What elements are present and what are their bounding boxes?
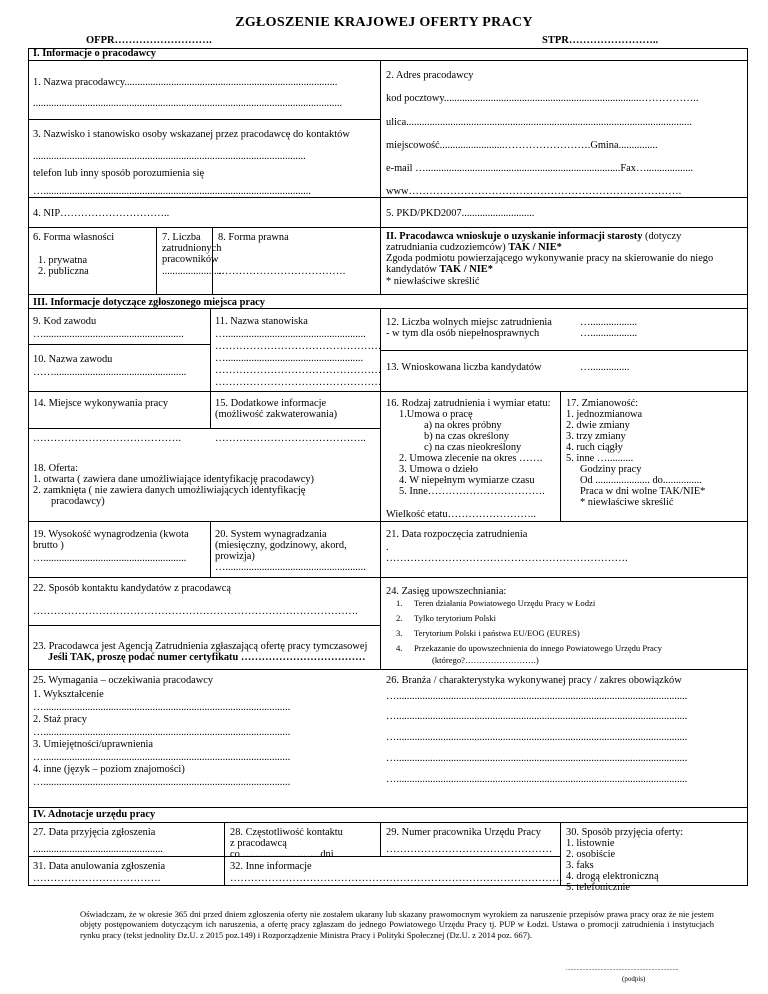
industry-line-2[interactable]: …................................................................................................................ — [386, 711, 688, 722]
work-place-field[interactable]: ……………………………………. — [33, 433, 182, 444]
www-field[interactable]: www……………………………………………………………………. — [386, 186, 682, 197]
employer-name-field[interactable]: 1. Nazwa pracodawcy.................................................................................. — [33, 77, 338, 88]
position-name-line-4[interactable]: ………………………………………… — [215, 365, 382, 376]
shift-option-4[interactable]: 4. ruch ciągły — [566, 442, 623, 453]
stpr-field[interactable]: STPR…………………….. — [542, 35, 659, 46]
employer-name-line[interactable]: ....................................................................................................................... — [33, 98, 343, 109]
position-name-line-5[interactable]: ………………………………………… — [215, 377, 382, 388]
extra-info-note: (możliwość zakwaterowania) — [215, 409, 338, 420]
postal-code-field[interactable]: kod pocztowy............................................................................…………….. — [386, 93, 699, 104]
shift-option-1[interactable]: 1. jednozmianowa — [566, 409, 643, 420]
legal-form-label: 8. Forma prawna — [218, 232, 289, 243]
other-requirements-label: 4. inne (język – poziom znajomości) — [33, 764, 185, 775]
street-field[interactable]: ulica.............................................................................................................. — [386, 117, 692, 128]
contact-frequency-label: 28. Częstotliwość kontaktu — [230, 827, 343, 838]
starosta-yes-no[interactable]: TAK / NIE* — [508, 242, 562, 253]
cancellation-date-label: 31. Data anulowania zgłoszenia — [33, 861, 166, 872]
employment-indefinite[interactable]: c) na czas nieokreślony — [424, 442, 522, 453]
pay-system-field[interactable]: …...................................................... — [215, 562, 366, 573]
section-1-title: I. Informacje o pracodawcy — [33, 48, 156, 59]
reach-option-4[interactable]: Przekazanie do upowszechnienia do innego Powiatowego Urzędu Pracy — [414, 643, 662, 653]
employment-mandate[interactable]: 2. Umowa zlecenie na okres ……. — [399, 453, 543, 464]
requirements-label: 25. Wymagania – oczekiwania pracodawcy — [33, 675, 214, 686]
fte-field[interactable]: Wielkość etatu…………………….. — [386, 509, 536, 520]
contact-frequency-note: z pracodawcą — [230, 838, 287, 849]
employees-field[interactable]: ........................ — [162, 266, 225, 277]
reach-option-3[interactable]: Terytorium Polski i państwa EU/EOG (EURES) — [414, 628, 580, 638]
reach-option-4-which[interactable]: (którego?…………………….) — [432, 655, 539, 665]
education-label: 1. Wykształcenie — [33, 689, 104, 700]
employment-trial[interactable]: a) na okres próbny — [424, 420, 502, 431]
section-4-title: IV. Adnotacje urzędu pracy — [33, 809, 156, 820]
employment-type-label: 16. Rodzaj zatrudnienia i wymiar etatu: — [386, 398, 551, 409]
industry-line-4[interactable]: …................................................................................................................ — [386, 753, 688, 764]
clerk-number-label: 29. Numer pracownika Urzędu Pracy — [386, 827, 541, 838]
ownership-option-private[interactable]: 1. prywatna — [38, 255, 88, 266]
candidates-count-label: 13. Wnioskowana liczba kandydatów — [386, 362, 542, 373]
vacancies-disabled-label: - w tym dla osób niepełnosprawnych — [386, 328, 540, 339]
strike-note: * niewłaściwe skreślić — [386, 276, 480, 287]
work-hours-label: Godziny pracy — [580, 464, 642, 475]
experience-field[interactable]: …............................................................................................... — [33, 727, 291, 738]
offer-open-option[interactable]: 1. otwarta ( zawiera dane umożliwiające identyfikację pracodawcy) — [33, 474, 314, 485]
occupation-code-field[interactable]: …...................................................... — [33, 329, 184, 340]
other-info-field[interactable]: …………………………………………………………………………………… — [230, 873, 563, 884]
signature-line[interactable]: ........................................................................... — [566, 966, 679, 972]
contact-method-field[interactable]: …………………………………………………………………………………. — [33, 606, 358, 617]
occupation-name-label: 10. Nazwa zawodu — [33, 354, 113, 365]
pay-system-label: 20. System wynagradzania — [215, 529, 327, 540]
employment-contract[interactable]: 1.Umowa o pracę — [399, 409, 473, 420]
position-name-line-3[interactable]: …..................................................... — [215, 353, 364, 364]
shift-option-2[interactable]: 2. dwie zmiany — [566, 420, 630, 431]
contact-frequency-field[interactable]: co …..................……dni — [230, 849, 334, 860]
experience-label: 2. Staż pracy — [33, 714, 87, 725]
employment-other[interactable]: 5. Inne……………………………. — [399, 486, 545, 497]
legal-form-field[interactable]: ………………………………. — [218, 266, 346, 277]
email-fax-field[interactable]: e-mail …...........................................................................Fax….................. — [386, 163, 694, 174]
cancellation-date-field[interactable]: ………………………………. — [33, 873, 161, 884]
contact-method-label: 22. Sposób kontaktu kandydatów z pracodawcą — [33, 583, 231, 594]
vacancies-disabled-field[interactable]: ….................. — [580, 328, 638, 339]
offer-closed-option-cont: pracodawcy) — [51, 496, 105, 507]
signature-label: (podpis) — [622, 975, 646, 983]
offer-closed-option[interactable]: 2. zamknięta ( nie zawiera danych umożliwiających identyfikację — [33, 485, 306, 496]
industry-line-1[interactable]: …................................................................................................................ — [386, 691, 688, 702]
employment-specific-work[interactable]: 3. Umowa o dzieło — [399, 464, 479, 475]
clerk-number-field[interactable]: ………………………………………… — [386, 844, 553, 855]
position-name-label: 11. Nazwa stanowiska — [215, 316, 308, 327]
consent-yes-no[interactable]: TAK / NIE* — [439, 264, 493, 275]
section-2-note: (dotyczy — [642, 231, 682, 242]
contact-person-line[interactable]: ......................................................................................................... — [33, 151, 306, 162]
section-3-title: III. Informacje dotyczące zgłoszonego miejsca pracy — [33, 297, 265, 308]
start-date-dot: . — [386, 542, 389, 553]
industry-label: 26. Branża / charakterystyka wykonywanej pracy / zakres obowiązków — [386, 675, 682, 686]
certificate-field[interactable]: Jeśli TAK, proszę podać numer certyfikatu ……………………………… — [48, 652, 366, 663]
employment-fixed[interactable]: b) na czas określony — [424, 431, 510, 442]
salary-label: 19. Wysokość wynagrodzenia (kwota — [33, 529, 189, 540]
extra-info-field[interactable]: …………………………………….. — [215, 433, 366, 444]
ownership-label: 6. Forma własności — [33, 232, 115, 243]
receipt-method-electronic[interactable]: 4. drogą elektroniczną — [566, 871, 659, 882]
contact-phone-line[interactable]: …....................................................................................................... — [33, 186, 311, 197]
pay-system-note-2: prowizja) — [215, 551, 255, 562]
declaration-text: Oświadczam, że w okresie 365 dni przed dniem zgłoszenia oferty nie zostałem ukarany lub skazany prawomocnym wyrokiem za naruszenie przepisów prawa pracy oraz że nie jestem objęty postępowaniem dotyczącym ich naruszenia, a ofertę pracy zgłaszam do jednego Powiatowego Urzędu Pracy tj. PUP w Łodzi. Ustawa o promocji zatrudnienia i instytucjach rynku pracy (tekst jednolity Dz.U. z 2015 poz.149) i Rozporządzenie Ministra Pracy i Polityki Społecznej (Dz.U. z 2014 poz. 667). — [80, 909, 714, 940]
reach-num-3: 3. — [396, 628, 403, 638]
start-date-label: 21. Data rozpoczęcia zatrudnienia — [386, 529, 528, 540]
vacancies-label: 12. Liczba wolnych miejsc zatrudnienia — [386, 317, 552, 328]
employees-label: 7. Liczba — [162, 232, 201, 243]
position-name-line-1[interactable]: …...................................................... — [215, 329, 366, 340]
work-place-label: 14. Miejsce wykonywania pracy — [33, 398, 169, 409]
ofpr-field[interactable]: OFPR………………………. — [86, 35, 212, 46]
other-requirements-field[interactable]: …............................................................................................... — [33, 777, 291, 788]
receipt-method-phone[interactable]: 5. telefonicznie — [566, 882, 631, 893]
reach-num-1: 1. — [396, 598, 403, 608]
offer-type-label: 18. Oferta: — [33, 463, 79, 474]
shift-option-5[interactable]: 5. inne ….......... — [566, 453, 634, 464]
skills-field[interactable]: …............................................................................................... — [33, 752, 291, 763]
shift-option-3[interactable]: 3. trzy zmiany — [566, 431, 626, 442]
employment-part-time[interactable]: 4. W niepełnym wymiarze czasu — [399, 475, 535, 486]
salary-label-2: brutto ) — [33, 540, 64, 551]
pkd-field[interactable]: 5. PKD/PKD2007............................ — [386, 208, 535, 219]
employer-address-label: 2. Adres pracodawcy — [386, 70, 474, 81]
city-field[interactable]: miejscowość.........................…………………….Gmina............... — [386, 140, 658, 151]
employees-label-3: pracowników — [162, 254, 219, 265]
employees-label-2: zatrudnionych — [162, 243, 222, 254]
nip-field[interactable]: 4. NIP………………………….. — [33, 208, 170, 219]
acceptance-date-field[interactable]: .................................................. — [33, 844, 163, 855]
occupation-code-label: 9. Kod zawodu — [33, 316, 97, 327]
work-hours-field[interactable]: Od ..................... do............... — [580, 475, 702, 486]
consent-label: Zgoda podmiotu powierzającego wykonywanie pracy na skierowanie do niego — [386, 253, 714, 264]
pay-system-note: (miesięczny, godzinowy, akord, — [215, 540, 347, 551]
reach-option-1[interactable]: Teren działania Powiatowego Urzędu Pracy w Łodzi — [414, 598, 596, 608]
education-field[interactable]: …............................................................................................... — [33, 702, 291, 713]
reach-option-2[interactable]: Tylko terytorium Polski — [414, 613, 496, 623]
receipt-method-fax[interactable]: 3. faks — [566, 860, 594, 871]
industry-line-5[interactable]: …................................................................................................................ — [386, 774, 688, 785]
skills-label: 3. Umiejętności/uprawnienia — [33, 739, 154, 750]
receipt-method-mail[interactable]: 1. listownie — [566, 838, 615, 849]
receipt-method-label: 30. Sposób przyjęcia oferty: — [566, 827, 684, 838]
industry-line-3[interactable]: …................................................................................................................ — [386, 732, 688, 743]
acceptance-date-label: 27. Data przyjęcia zgłoszenia — [33, 827, 156, 838]
position-name-line-2[interactable]: ………………………………………… — [215, 341, 382, 352]
extra-info-label: 15. Dodatkowe informacje — [215, 398, 327, 409]
section-2-line2: zatrudniania cudzoziemców) — [386, 242, 509, 253]
candidates-count-field[interactable]: …............... — [580, 362, 630, 373]
form-title: ZGŁOSZENIE KRAJOWEJ OFERTY PRACY — [235, 15, 533, 30]
contact-phone-label: telefon lub inny sposób porozumienia się — [33, 168, 205, 179]
contact-person-label: 3. Nazwisko i stanowisko osoby wskazanej przez pracodawcę do kontaktów — [33, 129, 350, 140]
start-date-field[interactable]: ……………………………………………………………. — [386, 553, 628, 564]
receipt-method-personal[interactable]: 2. osobiście — [566, 849, 616, 860]
ownership-option-public[interactable]: 2. publiczna — [38, 266, 89, 277]
strike-note-2: * niewłaściwe skreślić — [580, 497, 674, 508]
salary-field[interactable]: …....................................................... — [33, 553, 187, 564]
shifts-label: 17. Zmianowość: — [566, 398, 639, 409]
reach-num-4: 4. — [396, 643, 403, 653]
reach-num-2: 2. — [396, 613, 403, 623]
agency-label: 23. Pracodawca jest Agencją Zatrudnienia zgłaszającą ofertę pracy tymczasowej — [33, 641, 368, 652]
other-info-label: 32. Inne informacje — [230, 861, 312, 872]
consent-candidates: kandydatów — [386, 264, 440, 275]
reach-label: 24. Zasięg upowszechniania: — [386, 586, 507, 597]
section-2-title: II. Pracodawca wnioskuje o uzyskanie informacji starosty — [386, 231, 643, 242]
occupation-name-field[interactable]: ……................................................... — [33, 367, 187, 378]
days-off-work-choice[interactable]: Praca w dni wolne TAK/NIE* — [580, 486, 706, 497]
vacancies-field[interactable]: ….................. — [580, 317, 638, 328]
